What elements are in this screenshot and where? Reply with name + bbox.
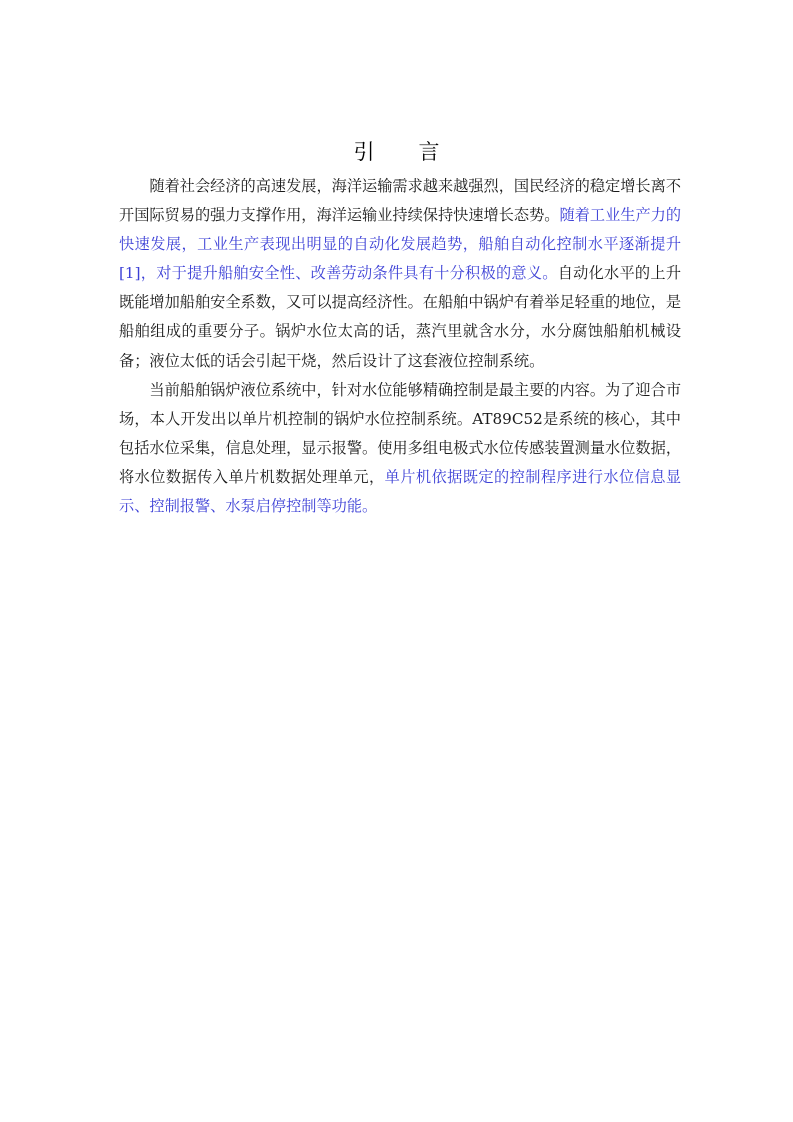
body-text (119, 172, 681, 521)
paragraph-2 (119, 376, 681, 521)
highlighted-text-run: 单片机依据既定的控制程序进行水位信息显示、控制报警、水泵启停控制等功能。 (119, 467, 682, 516)
paragraph-1 (119, 172, 681, 376)
text-run: 当前船舶锅炉液位系统中，针对水位能够精确控制是最主要的内容。为了迎合市场，本人开发出以单片机控制的锅炉水位控制系统。AT89C52是系统的核心，其中包括水位采集，信息处理，显示报警。使用多组电极式水位传感装置测量水位数据，将水位数据传入单片机数据处理单元， (119, 380, 681, 486)
page-title: 引言 (353, 140, 484, 164)
text-run: 自动化水平的上升既能增加船舶安全系数，又可以提高经济性。在船舶中锅炉有着举足轻重的地位，是船舶组成的重要分子。锅炉水位太高的话，蒸汽里就含水分，水分腐蚀船舶机械设备；液位太低的话会引起干烧，然后设计了这套液位控制系统。 (119, 264, 682, 370)
highlighted-text-run: 随着工业生产力的快速发展，工业生产表现出明显的自动化发展趋势，船舶自动化控制水平逐渐提升[1]，对于提升船舶安全性、改善劳动条件具有十分积极的意义。 (119, 206, 682, 283)
text-run: 随着社会经济的高速发展，海洋运输需求越来越强烈，国民经济的稳定增长离不开国际贸易的强力支撑作用，海洋运输业持续保持快速增长态势。 (119, 177, 681, 225)
